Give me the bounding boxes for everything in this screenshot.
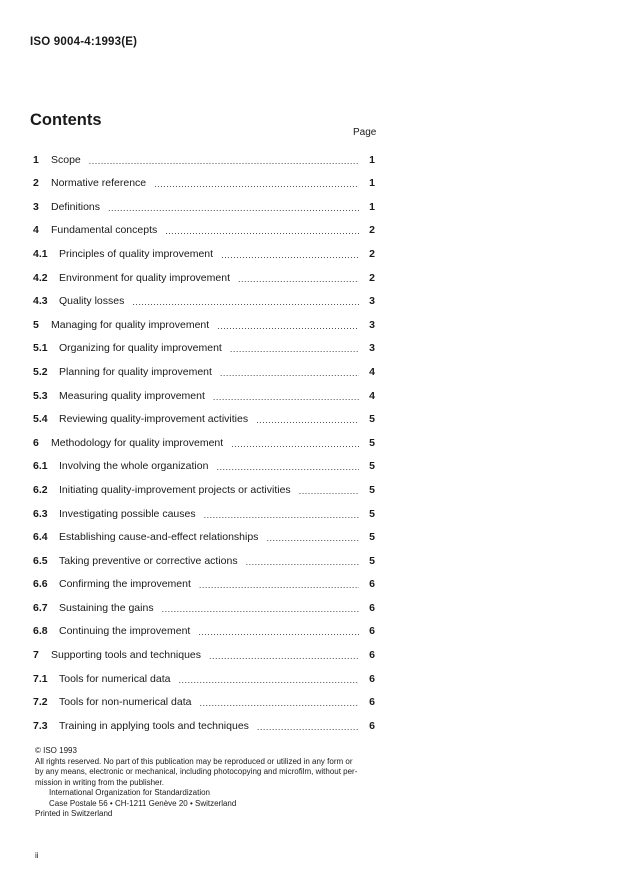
page-column-header: Page (353, 127, 377, 138)
toc-entry[interactable] (33, 166, 375, 190)
toc-entry[interactable] (33, 614, 375, 638)
toc-entry[interactable] (33, 260, 375, 284)
toc-dot-leader (299, 486, 359, 496)
toc-entry-page: 6 (369, 601, 375, 614)
toc-dot-leader (198, 627, 359, 637)
toc-entry-title: Supporting tools and techniques (51, 649, 202, 662)
toc-entry[interactable] (33, 213, 375, 237)
toc-entry-number: 6.5 (33, 554, 48, 567)
toc-entry-title: Measuring quality improvement (59, 389, 205, 402)
toc-entry[interactable] (33, 189, 375, 213)
table-of-contents (33, 142, 375, 732)
toc-entry-page: 5 (369, 483, 375, 496)
toc-entry-number: 7.1 (33, 672, 48, 685)
toc-dot-leader (213, 392, 359, 402)
toc-dot-leader (256, 415, 359, 425)
toc-entry[interactable] (33, 354, 375, 378)
toc-entry-number: 6.8 (33, 625, 48, 638)
toc-entry-page: 4 (369, 365, 375, 378)
toc-entry-number: 7.2 (33, 696, 48, 709)
toc-entry-title: Confirming the improvement (59, 578, 191, 591)
copyright-symbol-line: © ISO 1993 (35, 746, 77, 755)
toc-dot-leader (178, 675, 359, 685)
toc-entry-page: 6 (369, 696, 375, 709)
document-id: ISO 9004-4:1993(E) (30, 36, 138, 48)
toc-entry[interactable] (33, 425, 375, 449)
toc-entry-page: 2 (369, 224, 375, 237)
toc-entry-number: 5.1 (33, 342, 48, 355)
toc-entry[interactable] (33, 236, 375, 260)
toc-dot-leader (246, 557, 359, 567)
copyright-notice (35, 746, 385, 820)
toc-entry-page: 5 (369, 554, 375, 567)
toc-entry-number: 4.1 (33, 247, 48, 260)
toc-entry[interactable] (33, 378, 375, 402)
toc-entry-page: 5 (369, 507, 375, 520)
toc-entry-title: Involving the whole organization (59, 460, 209, 473)
toc-entry-title: Normative reference (51, 177, 147, 190)
toc-entry[interactable] (33, 307, 375, 331)
toc-dot-leader (257, 722, 359, 732)
toc-entry-title: Quality losses (59, 295, 125, 308)
toc-dot-leader (216, 462, 359, 472)
toc-entry[interactable] (33, 472, 375, 496)
toc-dot-leader (89, 156, 359, 166)
toc-dot-leader (217, 321, 359, 331)
toc-dot-leader (200, 698, 360, 708)
toc-entry-number: 6 (33, 436, 39, 449)
page-title: Contents (30, 111, 102, 129)
toc-entry-number: 6.7 (33, 601, 48, 614)
toc-entry[interactable] (33, 685, 375, 709)
toc-entry[interactable] (33, 543, 375, 567)
toc-entry-title: Definitions (51, 200, 101, 213)
toc-entry-page: 6 (369, 625, 375, 638)
toc-entry-number: 5.2 (33, 365, 48, 378)
toc-entry-page: 5 (369, 460, 375, 473)
toc-entry-number: 3 (33, 200, 39, 213)
toc-entry-page: 1 (369, 153, 375, 166)
copyright-text-line: mission in writing from the publisher. (35, 777, 164, 787)
toc-entry-number: 6.4 (33, 531, 48, 544)
toc-entry-number: 7 (33, 649, 39, 662)
toc-entry[interactable] (33, 331, 375, 355)
toc-entry-page: 5 (369, 413, 375, 426)
toc-dot-leader (220, 368, 359, 378)
toc-dot-leader (230, 344, 359, 354)
toc-entry-number: 5 (33, 318, 39, 331)
toc-dot-leader (209, 651, 359, 661)
toc-entry[interactable] (33, 590, 375, 614)
printed-in: Printed in Switzerland (35, 809, 113, 818)
organization-address: Case Postale 56 • CH-1211 Genève 20 • Switzerland (49, 798, 237, 808)
toc-entry-page: 6 (369, 578, 375, 591)
toc-dot-leader (221, 250, 359, 260)
toc-entry-title: Tools for non-numerical data (59, 696, 192, 709)
toc-entry-page: 5 (369, 436, 375, 449)
toc-entry-page: 2 (369, 247, 375, 260)
toc-entry-title: Planning for quality improvement (59, 365, 212, 378)
toc-entry-number: 6.1 (33, 460, 48, 473)
toc-entry-page: 5 (369, 531, 375, 544)
copyright-text-line: All rights reserved. No part of this publication may be reproduced or utilized in any form or (35, 756, 353, 766)
toc-entry-number: 6.3 (33, 507, 48, 520)
toc-entry-page: 3 (369, 295, 375, 308)
page-number: ii (35, 851, 39, 860)
toc-entry-number: 7.3 (33, 719, 48, 732)
toc-entry-title: Taking preventive or corrective actions (59, 554, 238, 567)
toc-entry-title: Environment for quality improvement (59, 271, 230, 284)
toc-entry-title: Reviewing quality-improvement activities (59, 413, 249, 426)
toc-dot-leader (132, 297, 359, 307)
toc-dot-leader (162, 604, 359, 614)
toc-entry-title: Tools for numerical data (59, 672, 171, 685)
toc-entry-number: 1 (33, 153, 39, 166)
toc-entry-page: 1 (369, 177, 375, 190)
toc-dot-leader (238, 274, 359, 284)
toc-entry-number: 4 (33, 224, 39, 237)
toc-entry-title: Establishing cause-and-effect relationships (59, 531, 259, 544)
toc-entry-page: 4 (369, 389, 375, 402)
toc-entry[interactable] (33, 661, 375, 685)
toc-entry-page: 6 (369, 719, 375, 732)
toc-entry[interactable] (33, 520, 375, 544)
toc-entry-page: 3 (369, 318, 375, 331)
toc-entry[interactable] (33, 637, 375, 661)
toc-dot-leader (231, 439, 359, 449)
toc-entry-title: Continuing the improvement (59, 625, 191, 638)
toc-entry[interactable] (33, 449, 375, 473)
copyright-text-line: by any means, electronic or mechanical, including photocopying and microfilm, without per- (35, 767, 358, 776)
toc-entry-title: Training in applying tools and techniques (59, 719, 249, 732)
toc-entry-page: 3 (369, 342, 375, 355)
toc-entry-number: 5.4 (33, 413, 48, 426)
toc-entry-number: 5.3 (33, 389, 48, 402)
toc-entry[interactable] (33, 567, 375, 591)
toc-entry-title: Principles of quality improvement (59, 247, 214, 260)
toc-dot-leader (108, 203, 359, 213)
toc-entry[interactable] (33, 402, 375, 426)
toc-entry-number: 2 (33, 177, 39, 190)
toc-entry[interactable] (33, 496, 375, 520)
toc-dot-leader (165, 226, 359, 236)
toc-entry-page: 6 (369, 649, 375, 662)
organization-name: International Organization for Standardization (49, 788, 210, 797)
toc-entry[interactable] (33, 708, 375, 732)
toc-entry-title: Methodology for quality improvement (51, 436, 224, 449)
toc-dot-leader (266, 533, 359, 543)
toc-entry-title: Initiating quality-improvement projects or activities (59, 483, 291, 496)
toc-entry-number: 6.6 (33, 578, 48, 591)
toc-entry-page: 2 (369, 271, 375, 284)
toc-dot-leader (199, 580, 359, 590)
toc-entry-title: Managing for quality improvement (51, 318, 210, 331)
toc-entry[interactable] (33, 284, 375, 308)
toc-entry-page: 1 (369, 200, 375, 213)
toc-entry[interactable] (33, 142, 375, 166)
toc-dot-leader (154, 179, 359, 189)
toc-entry-title: Organizing for quality improvement (59, 342, 222, 355)
toc-entry-title: Investigating possible causes (59, 507, 196, 520)
toc-entry-page: 6 (369, 672, 375, 685)
toc-dot-leader (204, 510, 359, 520)
toc-entry-title: Scope (51, 153, 81, 166)
toc-entry-title: Sustaining the gains (59, 601, 154, 614)
toc-entry-number: 4.3 (33, 295, 48, 308)
toc-entry-number: 6.2 (33, 483, 48, 496)
toc-entry-title: Fundamental concepts (51, 224, 158, 237)
toc-entry-number: 4.2 (33, 271, 48, 284)
